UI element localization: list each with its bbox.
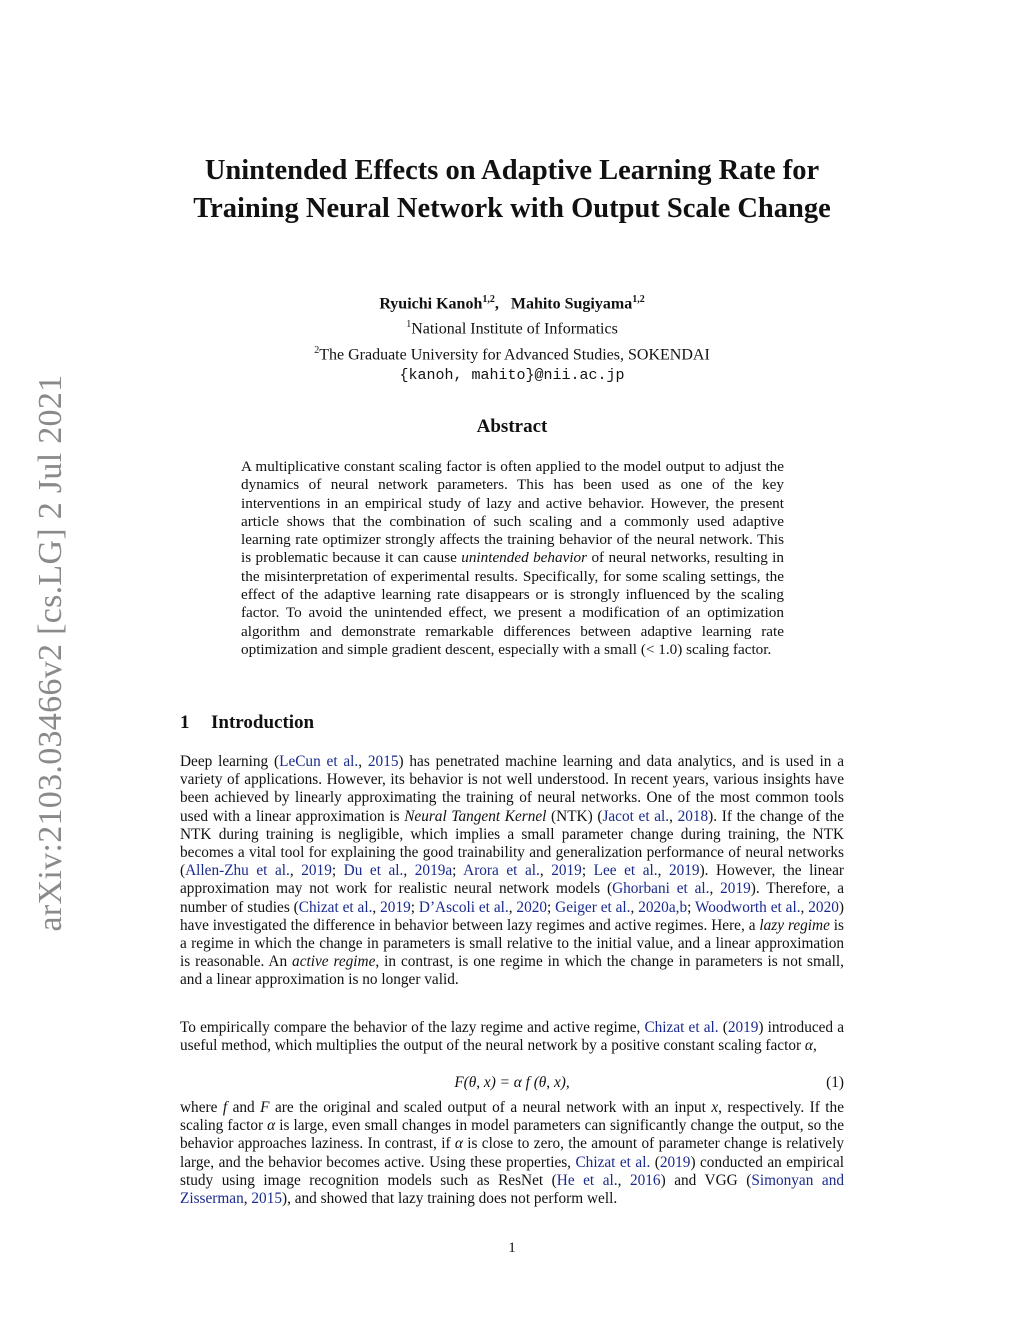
text-run: ; — [452, 862, 464, 880]
author-block — [120, 289, 904, 386]
arxiv-stamp-text: arXiv:2103.03466v2 [cs.LG] 2 Jul 2021 — [32, 374, 69, 932]
term-emphasis: lazy regime — [759, 916, 830, 934]
math-symbol: F — [260, 1099, 270, 1116]
citation-link[interactable]: Allen-Zhu et al. — [185, 862, 290, 880]
affiliation-1 — [120, 314, 904, 339]
paragraph-1 — [180, 753, 844, 990]
author-email: {kanoh, mahito}@nii.ac.jp — [399, 366, 625, 384]
affiliation-2-name: The Graduate University for Advanced Studies, SOKENDAI — [319, 345, 710, 363]
text-run: ). Therefore, a number of studies ( — [180, 880, 844, 916]
citation-link[interactable]: He et al. — [556, 1171, 618, 1189]
text-run: ; — [547, 898, 556, 916]
abstract-text-part-1: A multiplicative constant scaling factor is often applied to the model output to adjust the dynamics of neural network parameters. This has been used as one of the key interventions in an empirical study of lazy and active behavior. However, the present article shows that the combination of such scaling and a commonly used adaptive learning rate optimizer strongly affects the training behavior of the neural network. This is problematic because it can cause — [241, 458, 784, 567]
citation-link[interactable]: 2019 — [551, 862, 582, 880]
text-run: To empirically compare the behavior of the lazy regime and active regime, — [180, 1019, 645, 1036]
text-run: Deep learning ( — [180, 753, 280, 770]
text-run: , — [372, 898, 381, 916]
citation-link[interactable]: Jacot et al. — [602, 807, 670, 825]
author-2-affiliation-mark: 1,2 — [632, 294, 645, 305]
citation-link[interactable]: 2019 — [659, 1153, 691, 1171]
math-symbol: x — [711, 1099, 719, 1116]
citation-link[interactable]: Woodworth et al. — [694, 898, 801, 916]
affiliation-1-name: National Institute of Informatics — [411, 320, 618, 338]
text-run: ; — [410, 898, 419, 916]
citation-link[interactable]: 2020 — [516, 898, 548, 916]
citation-link[interactable]: 2019 — [301, 862, 332, 880]
text-run: ) conducted an empirical study using image recognition models such as ResNet ( — [180, 1153, 845, 1189]
title-line-1: Unintended Effects on Adaptive Learning Rate for — [204, 155, 820, 186]
text-run: ( — [718, 1019, 728, 1036]
text-run: , — [243, 1190, 252, 1208]
paragraph-3 — [180, 1099, 844, 1208]
citation-link[interactable]: 2019a — [414, 862, 453, 880]
text-run: ; — [581, 862, 594, 880]
text-run: ) and VGG ( — [660, 1171, 752, 1189]
math-symbol: f — [222, 1099, 228, 1116]
text-run: ( — [650, 1153, 660, 1171]
page-number: 1 — [508, 1240, 516, 1256]
text-run: , — [617, 1171, 630, 1189]
citation-link[interactable]: 2019 — [380, 898, 411, 916]
text-run: is close to zero, the amount of parameter change is relatively large, and the behavior becomes active. Using these properties, — [180, 1135, 844, 1171]
text-run: , — [508, 898, 517, 916]
text-run: is large, even small changes in model parameters can significantly change the output, so the behavior approaches laziness. In contrast, if — [180, 1117, 844, 1153]
text-run: ), and showed that lazy training does not perform well. — [281, 1190, 618, 1208]
section-heading-introduction — [180, 712, 314, 734]
citation-link[interactable]: 2015 — [251, 1190, 282, 1208]
text-run: ). However, the linear approximation may not work for realistic neural network models ( — [180, 862, 844, 898]
citation-link[interactable]: Chizat et al. — [298, 898, 373, 916]
term-emphasis: active regime — [292, 953, 376, 971]
text-run: , — [403, 862, 415, 880]
author-1-affiliation-mark: 1,2 — [482, 294, 495, 305]
math-symbol: α — [267, 1117, 276, 1135]
paper-title — [120, 152, 904, 228]
citation-link[interactable]: 2019 — [727, 1019, 759, 1036]
citation-link[interactable]: Geiger et al. — [555, 898, 631, 916]
author-1: Ryuichi Kanoh — [379, 295, 483, 313]
text-run: where — [180, 1099, 223, 1116]
citation-link[interactable]: Chizat et al. — [644, 1019, 719, 1036]
text-run: ) has penetrated machine learning and data analytics, and is used in a variety of applications. However, its behavior is not well understood. In recent years, various insights have been achieved by linearly approximating the training of neural networks. One of the most common tools used with a linear approximation is — [180, 753, 845, 825]
abstract-text — [241, 458, 784, 659]
citation-link[interactable]: 2020 — [808, 898, 839, 916]
title-line-2: Training Neural Network with Output Scale Change — [193, 193, 831, 224]
text-run: , — [358, 753, 368, 770]
text-run: and — [227, 1099, 261, 1116]
citation-link[interactable]: 2016 — [629, 1171, 661, 1189]
equation-expression: F(θ, x) = α f (θ, x), — [454, 1074, 570, 1091]
citation-link[interactable]: Arora et al. — [463, 862, 540, 880]
abstract-text-part-2: of neural networks, resulting in the misinterpretation of experimental results. Specifically, for some scaling settings, the effect of the adaptive learning rate disappears or is strongly influenced by the scaling factor. To avoid the unintended effect, we present a modification of an optimization algorithm and demonstrate remarkable differences between adaptive learning rate optimization and simple gradient descent, especially with a small (< 1.0) scaling factor. — [241, 549, 784, 658]
abstract-heading: Abstract — [476, 416, 548, 437]
text-run: ; — [331, 862, 344, 880]
section-title: Introduction — [211, 712, 315, 733]
math-symbol: α — [454, 1135, 463, 1153]
text-run: , — [289, 862, 302, 880]
paragraph-2 — [180, 1019, 844, 1055]
author-names: Ryuichi Kanoh$^{1,2}$, Mahito Sugiyama$^{1,2}$ — [379, 294, 645, 313]
equation-1 — [180, 1074, 844, 1094]
citation-link[interactable]: Lee et al. — [593, 862, 658, 880]
text-run: , — [812, 1037, 817, 1055]
text-run: , — [669, 807, 678, 825]
affiliation-2-mark: 2 — [314, 344, 320, 356]
abstract-emphasis: unintended behavior — [461, 549, 588, 567]
term-emphasis: Neural Tangent Kernel — [404, 807, 547, 825]
text-run: , — [539, 862, 552, 880]
citation-link[interactable]: 2018 — [677, 807, 709, 825]
text-run: (NTK) ( — [546, 807, 603, 825]
text-run: ; — [687, 898, 695, 916]
text-run: , in contrast, is one regime in which the change in parameters is not small, and a linear approximation is no longer valid. — [180, 953, 844, 989]
citation-link[interactable]: Du et al. — [343, 862, 404, 880]
text-run: are the original and scaled output of a neural network with an input — [269, 1099, 712, 1116]
equation-number: (1) — [826, 1074, 844, 1091]
citation-link[interactable]: LeCun et al. — [279, 753, 359, 770]
citation-link[interactable]: Chizat et al. — [575, 1153, 651, 1171]
text-run: is a regime in which the change in parameters is small relative to the initial value, and a linear approximation is reasonable. An — [180, 916, 844, 971]
affiliation-1-mark: 1 — [406, 319, 412, 331]
section-number: 1 — [180, 712, 190, 733]
citation-link[interactable]: 2019 — [720, 880, 751, 898]
text-run: , respectively. If the scaling factor — [180, 1099, 844, 1135]
citation-link[interactable]: Simonyan and Zisserman — [180, 1171, 844, 1208]
citation-link[interactable]: 2020a,b — [638, 898, 688, 916]
text-run: ) introduced a useful method, which multiplies the output of the neural network by a positive constant scaling factor — [180, 1019, 845, 1055]
citation-link[interactable]: D’Ascoli et al. — [418, 898, 509, 916]
text-run: , — [657, 862, 669, 880]
text-run: ) have investigated the difference in behavior between lazy regimes and active regimes. Here, a — [180, 898, 844, 934]
citation-link[interactable]: 2015 — [367, 753, 399, 770]
citation-link[interactable]: 2019 — [668, 862, 700, 880]
citation-link[interactable]: Ghorbani et al. — [612, 880, 710, 898]
arxiv-identifier-stamp — [32, 374, 70, 932]
text-run: , — [630, 898, 639, 916]
text-run: ). If the change of the NTK during training is negligible, which implies a small parameter change during training, the NTK becomes a vital tool for explaining the good trainability and generalization performance of neural networks ( — [180, 807, 844, 880]
affiliation-2 — [120, 340, 904, 365]
math-symbol: α — [804, 1037, 813, 1055]
text-run: , — [709, 880, 721, 898]
text-run: , — [800, 898, 809, 916]
author-2: Mahito Sugiyama — [510, 295, 633, 313]
